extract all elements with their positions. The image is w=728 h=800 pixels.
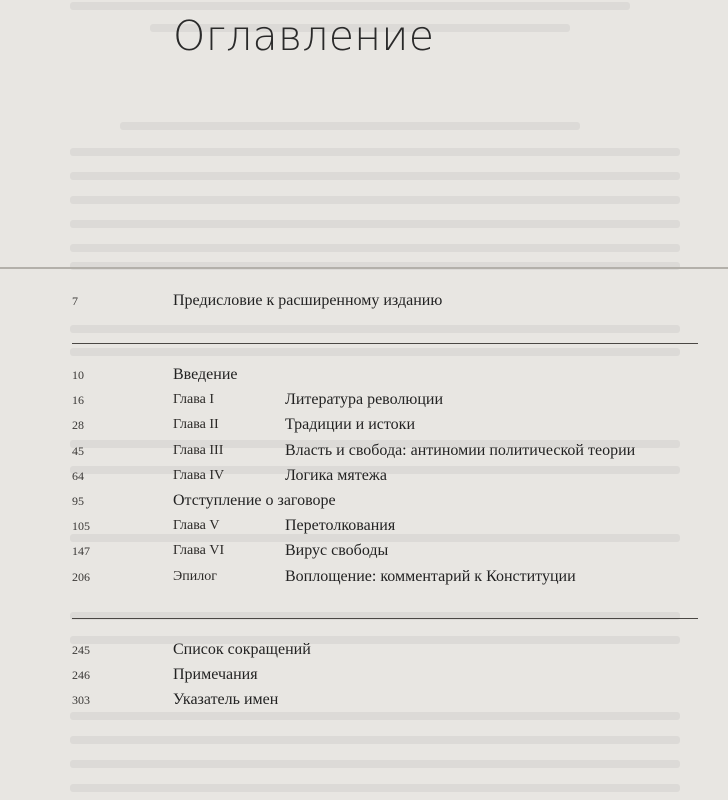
toc-page-number: 206	[72, 570, 90, 584]
toc-page-number: 28	[72, 418, 84, 432]
toc-page-number: 246	[72, 668, 90, 682]
ghost-line	[70, 325, 680, 333]
section-divider	[72, 343, 698, 344]
chapter-label: Глава III	[173, 443, 224, 458]
toc-entry-title: Примечания	[173, 666, 258, 683]
ghost-line	[70, 760, 680, 768]
toc-entry-title: Воплощение: комментарий к Конституции	[285, 568, 576, 585]
toc-entry-title: Традиции и истоки	[285, 416, 415, 433]
ghost-line	[70, 712, 680, 720]
toc-page-number: 45	[72, 444, 84, 458]
ghost-line	[70, 736, 680, 744]
chapter-label: Глава V	[173, 518, 220, 533]
ghost-line	[120, 122, 580, 130]
toc-entry-title: Предисловие к расширенному изданию	[173, 292, 443, 309]
toc-entry-title: Введение	[173, 366, 238, 383]
ghost-line	[70, 148, 680, 156]
toc-entry-title: Указатель имен	[173, 691, 279, 708]
toc-page-number: 303	[72, 693, 90, 707]
ghost-line	[70, 2, 630, 10]
toc-entry-title: Перетолкования	[285, 517, 396, 534]
ghost-line	[70, 636, 680, 644]
toc-page-number: 7	[72, 294, 78, 308]
ghost-line	[70, 220, 680, 228]
toc-entry-title: Отступление о заговоре	[173, 492, 336, 509]
toc-page-number: 105	[72, 519, 90, 533]
section-divider	[72, 618, 698, 619]
toc-entry-title: Логика мятежа	[285, 467, 387, 484]
ghost-line	[70, 244, 680, 252]
chapter-label: Глава VI	[173, 543, 225, 558]
toc-page-number: 95	[72, 494, 84, 508]
ghost-line	[70, 172, 680, 180]
page-title: Оглавление	[173, 12, 435, 60]
toc-entry-title: Список сокращений	[173, 641, 311, 658]
chapter-label: Глава II	[173, 417, 219, 432]
ghost-line	[70, 784, 680, 792]
toc-entry-title: Литература революции	[285, 391, 444, 408]
epilogue-label: Эпилог	[173, 569, 217, 584]
toc-page-number: 245	[72, 643, 90, 657]
ghost-line	[70, 348, 680, 356]
toc-page-number: 147	[72, 544, 90, 558]
toc-entry-title: Власть и свобода: антиномии политической теории	[285, 442, 636, 459]
ghost-line	[70, 196, 680, 204]
chapter-label: Глава IV	[173, 468, 225, 483]
toc-page-number: 64	[72, 469, 84, 483]
toc-page-number: 10	[72, 368, 84, 382]
toc-entry-title: Вирус свободы	[285, 542, 389, 559]
top-page-rule	[0, 267, 728, 269]
toc-page-number: 16	[72, 393, 84, 407]
chapter-label: Глава I	[173, 392, 215, 407]
